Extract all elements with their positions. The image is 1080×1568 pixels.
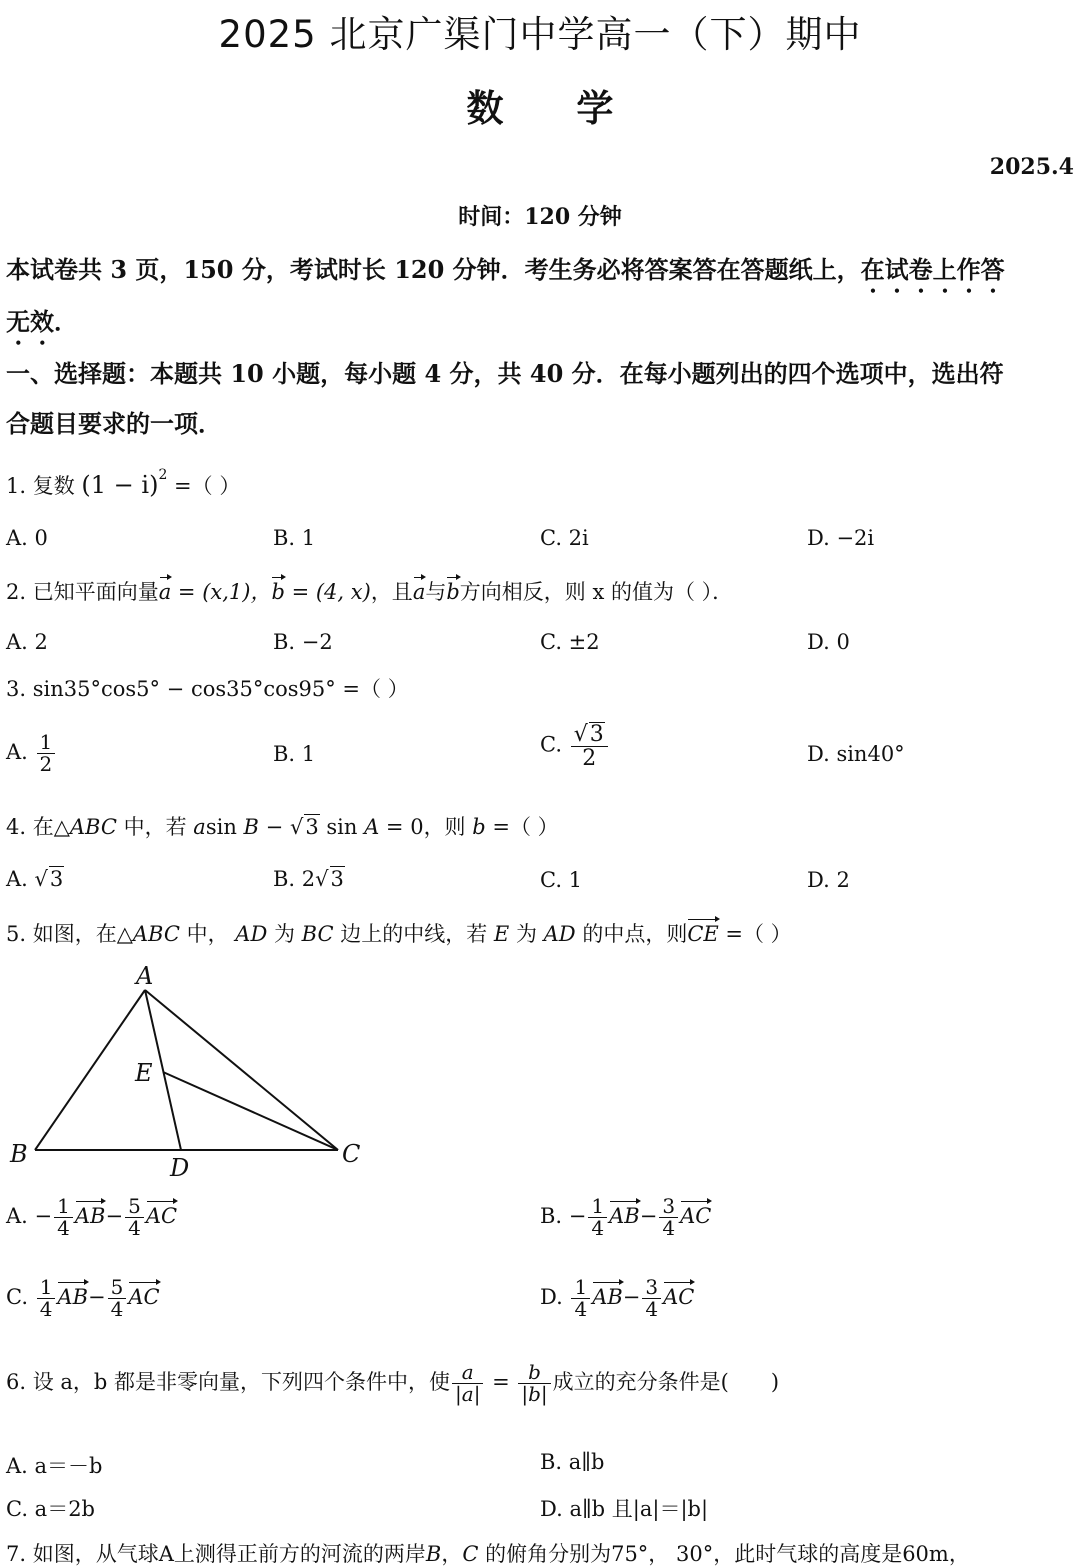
q5-d-d1: 4 (574, 1297, 588, 1321)
q5-c-d1: 4 (39, 1297, 53, 1321)
q1-option-a: A. 0 (6, 526, 48, 550)
q4-a-label: A. (6, 867, 28, 891)
q5-b-frac1 (588, 1196, 607, 1239)
q5-option-b (540, 1196, 711, 1239)
q4-option-a: A. √3 (6, 867, 64, 891)
q5-d-vec2: AC (663, 1285, 695, 1309)
vector-b-ref: b (446, 580, 460, 604)
q5-b-n2: 3 (659, 1196, 678, 1218)
q5-c-frac2 (108, 1277, 127, 1320)
q4-triangle: ABC (69, 815, 117, 839)
q5-b-d1: 4 (591, 1216, 605, 1240)
q5-e: E (493, 922, 510, 946)
q1-option-c: C. 2i (540, 526, 589, 550)
q5-d-d2: 4 (645, 1297, 659, 1321)
q4-eq-sin: sin (205, 815, 237, 839)
q5-c-sign2: − (88, 1285, 106, 1309)
q5-d-frac2 (642, 1277, 661, 1320)
q5-a-n1: 1 (54, 1196, 73, 1218)
q3-a-den: 2 (39, 752, 53, 776)
q2-option-b: B. −2 (273, 630, 333, 654)
q5-a-d2: 4 (128, 1216, 141, 1240)
q5-b-label: B. (540, 1204, 563, 1228)
q4-tail: ，则 (423, 815, 473, 839)
q5-a-vec1: AB (74, 1204, 106, 1228)
q5-a-sign2: − (105, 1204, 124, 1228)
q4-eq-sin2: sin (319, 815, 365, 839)
q1-option-b: B. 1 (273, 526, 316, 550)
q5-ad2: AD (543, 922, 576, 946)
q6-fa-den: |a| (455, 1382, 481, 1406)
q5-t1: 中， (179, 922, 236, 946)
q5-d-sign2: − (622, 1285, 641, 1309)
side-ac (145, 990, 338, 1150)
q1-text: 1. 复数 (6, 474, 75, 498)
question-3: 3. sin35°cos5° − cos35°cos95° =（ ） (6, 677, 409, 701)
q4-a-root: 3 (49, 867, 64, 891)
q5-a-frac2 (125, 1196, 144, 1239)
q2-option-c: C. ±2 (540, 630, 600, 654)
q3-a-fraction (37, 732, 56, 775)
q5-d-vec1: AB (592, 1285, 623, 1309)
segment-ce (163, 1072, 338, 1150)
vector-a-ref: a (412, 580, 426, 604)
q5-a-sign1: − (34, 1204, 53, 1228)
question-4: 4. 在△ABC 中，若 asin B − √3 sin A = 0，则 b =（ ） (6, 815, 559, 839)
label-a: A (136, 962, 154, 990)
q5-a-n2: 5 (125, 1196, 144, 1218)
q5-ad: AD (235, 922, 268, 946)
q5-c-vec2: AC (128, 1285, 160, 1309)
q3-a-num: 1 (37, 732, 56, 754)
q4-eq-zero: = 0 (379, 815, 424, 839)
label-d: D (170, 1154, 190, 1182)
q4-mid: 中，若 (116, 815, 194, 839)
q2-a-def: = (x,1)， (171, 580, 272, 604)
q6-fb-num: b (518, 1362, 550, 1384)
q1-tail: =（ ） (167, 474, 241, 498)
q4-eq-root: 3 (305, 815, 319, 839)
q5-t2: 为 (267, 922, 302, 946)
q3-option-a (6, 732, 57, 775)
q6-option-b: B. a∥b (540, 1450, 605, 1474)
q5-b-d2: 4 (662, 1216, 676, 1240)
label-e: E (135, 1059, 153, 1087)
q3-c-fraction (571, 722, 608, 770)
q5-b-vec2: AC (680, 1204, 712, 1228)
q5-a-frac1 (54, 1196, 73, 1239)
q3-c-num: √3 (571, 722, 608, 747)
exam-date: 2025.4 (989, 154, 1074, 180)
q7-b: B (425, 1542, 442, 1566)
subject-title: 数 学 (466, 87, 614, 130)
q3-c-radicand: 3 (589, 722, 604, 747)
q5-d-label: D. (540, 1285, 563, 1309)
question-5 (6, 918, 792, 948)
vector-b: b (271, 580, 285, 604)
section-heading-line-2: 合题目要求的一项． (6, 409, 222, 438)
q4-b-root: 3 (330, 867, 344, 891)
notice-emphasis: 在试卷上作答 (860, 255, 1005, 284)
q5-option-d (540, 1277, 694, 1320)
q5-b-sign1: − (568, 1204, 587, 1228)
q7-c: C (462, 1542, 479, 1566)
q3-option-b: B. 1 (273, 742, 316, 766)
label-b: B (10, 1140, 28, 1168)
q5-bc: BC (301, 922, 334, 946)
q6-frac-b (518, 1362, 550, 1405)
q3-c-den: 2 (582, 746, 597, 772)
q5-tail: =（ ） (718, 922, 792, 946)
q1-option-d: D. −2i (807, 526, 875, 550)
q7-tail: 的俯角分别为75°， 30°，此时气球的高度是60m， (478, 1542, 970, 1566)
vector-a: a (158, 580, 172, 604)
q6-frac-a (452, 1362, 483, 1405)
q4-option-c: C. 1 (540, 868, 583, 892)
q4-b-label: B. 2 (273, 867, 316, 891)
q5-d-n2: 3 (642, 1277, 661, 1299)
q5-t3: 边上的中线，若 (333, 922, 494, 946)
q2-b-def: = (4, x) (284, 580, 371, 604)
section-heading-line-1: 一、选择题：本题共 10 小题，每小题 4 分，共 40 分．在每小题列出的四个选项中，选出符 (6, 359, 1004, 388)
notice-text: 本试卷共 3 页，150 分，考试时长 120 分钟．考生务必将答案答在答题纸上， (6, 255, 861, 284)
q5-option-c (6, 1277, 160, 1320)
q4-option-d: D. 2 (807, 868, 850, 892)
q4-option-b: B. 2√3 (273, 867, 344, 891)
q6-text: 6. 设 a，b 都是非零向量，下列四个条件中，使 (6, 1370, 451, 1394)
q6-option-a: A. a＝－b (6, 1454, 103, 1478)
q3-option-c (540, 722, 610, 770)
q4-text: 4. 在△ (6, 815, 70, 839)
q4-eq-A: A (364, 815, 380, 839)
question-2 (6, 576, 733, 606)
q3-a-label: A. (6, 740, 28, 764)
q2-option-d: D. 0 (807, 630, 850, 654)
q5-c-label: C. (6, 1285, 28, 1309)
q5-c-n2: 5 (108, 1277, 127, 1299)
notice-line-2 (6, 302, 78, 350)
question-7 (6, 1538, 970, 1568)
question-1 (6, 467, 241, 500)
q5-b-frac2 (659, 1196, 678, 1239)
q5-b-sign2: − (639, 1204, 658, 1228)
q6-option-c: C. a＝2b (6, 1497, 95, 1521)
q4-eq-minus: − (258, 815, 290, 839)
q1-exponent: 2 (158, 467, 168, 483)
q4-b: b (472, 815, 486, 839)
q3-option-d: D. sin40° (807, 742, 905, 766)
q5-t4: 为 (509, 922, 544, 946)
q2-mid: ，且 (370, 580, 413, 604)
q2-tail: 方向相反，则 x 的值为（ ）． (459, 580, 734, 604)
q5-c-n1: 1 (37, 1277, 56, 1299)
side-ab (35, 990, 145, 1150)
q2-option-a: A. 2 (6, 630, 48, 654)
q4-eq-a: a (193, 815, 206, 839)
q6-eq: = (485, 1370, 517, 1394)
triangle-figure (0, 960, 380, 1185)
q5-a-label: A. (6, 1204, 28, 1228)
page-title: 2025 北京广渠门中学高一（下）期中 (218, 13, 862, 56)
q5-b-vec1: AB (609, 1204, 640, 1228)
q5-a-vec2: AC (145, 1204, 178, 1228)
q3-c-label: C. (540, 732, 562, 757)
q6-option-d: D. a∥b 且|a|＝|b| (540, 1497, 709, 1521)
q5-c-d2: 4 (110, 1297, 124, 1321)
question-6 (6, 1362, 779, 1405)
q5-t5: 的中点，则 (575, 922, 688, 946)
q4-tail2: =（ ） (485, 815, 559, 839)
q5-b-n1: 1 (588, 1196, 607, 1218)
q5-vector-ce: CE (687, 922, 719, 946)
notice-emphasis-2: 无效 (6, 307, 54, 336)
exam-time: 时间：120 分钟 (458, 204, 622, 230)
q5-d-n1: 1 (571, 1277, 590, 1299)
q4-eq-b: B (243, 815, 259, 839)
q5-triangle: ABC (132, 922, 180, 946)
q5-c-vec1: AB (57, 1285, 89, 1309)
notice-line-1 (6, 250, 1005, 298)
notice-text-2: ． (54, 307, 78, 336)
q1-expr: (1 − i) (81, 471, 159, 499)
q6-tail: 成立的充分条件是( ) (552, 1370, 780, 1394)
q2-text: 2. 已知平面向量 (6, 580, 159, 604)
q5-option-a (6, 1196, 177, 1239)
q2-mid2: 与 (425, 580, 447, 604)
q7-sep: ， (441, 1542, 463, 1566)
label-c: C (342, 1140, 361, 1168)
q6-fa-num: a (452, 1362, 483, 1384)
q5-a-d1: 4 (57, 1216, 70, 1240)
q5-c-frac1 (37, 1277, 56, 1320)
q5-text: 5. 如图，在△ (6, 922, 133, 946)
q7-text: 7. 如图，从气球A上测得正前方的河流的两岸 (6, 1542, 426, 1566)
q6-fb-den: |b| (521, 1382, 548, 1406)
q5-d-frac1 (571, 1277, 590, 1320)
